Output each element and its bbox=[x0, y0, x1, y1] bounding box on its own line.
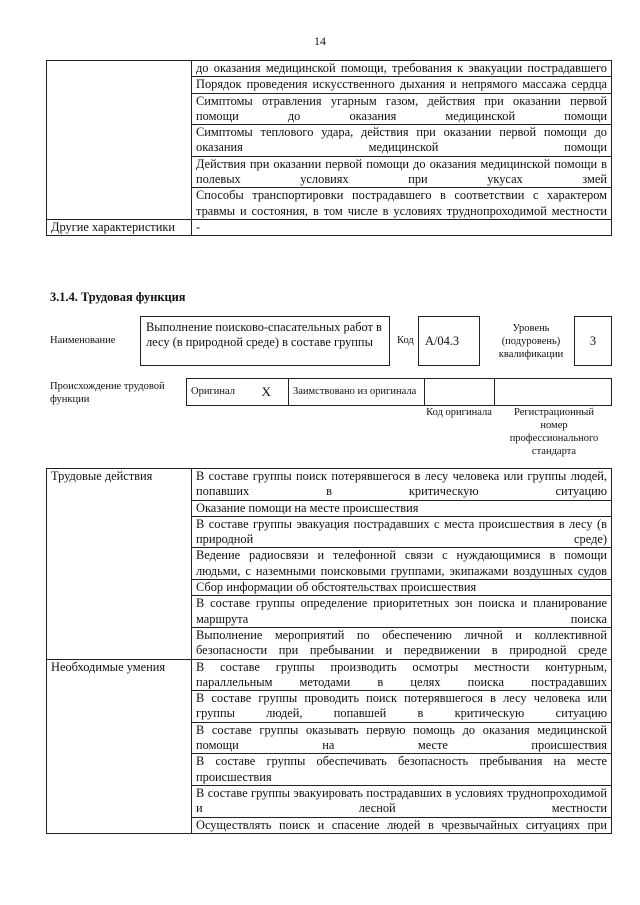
table-cell: Сбор информации об обстоятельствах происшествия bbox=[192, 580, 612, 596]
level-label: Уровень (подуровень) квалификации bbox=[498, 323, 564, 360]
table-row bbox=[47, 219, 612, 235]
origin-row bbox=[186, 378, 612, 406]
page-number: 14 bbox=[314, 34, 326, 48]
table-row bbox=[47, 659, 612, 691]
table-cell: В составе группы обеспечивать безопасность пребывания на месте происшествия bbox=[192, 754, 612, 786]
table-row bbox=[47, 469, 612, 501]
knowledge-table bbox=[46, 60, 612, 236]
code-original-caption: Код оригинала bbox=[426, 407, 492, 418]
table-cell-empty bbox=[47, 61, 192, 220]
group-label-skills: Необходимые умения bbox=[47, 659, 192, 833]
table-cell: до оказания медицинской помощи, требования к эвакуации пострадавшего bbox=[192, 61, 612, 77]
table-cell: В составе группы оказывать первую помощь до оказания медицинской помощи на месте происшествия bbox=[192, 722, 612, 754]
original-label: Оригинал bbox=[187, 379, 245, 406]
code-original-cell bbox=[425, 379, 495, 406]
table-cell: В составе группы эвакуировать пострадавших в условиях труднопроходимой и лесной местности bbox=[192, 785, 612, 817]
table-cell: В составе группы проводить поиск потерявшегося в лесу человека или группы людей, попавшей в критическую ситуацию bbox=[192, 691, 612, 723]
section-title: 3.1.4. Трудовая функция bbox=[50, 290, 186, 304]
table-cell: Способы транспортировки пострадавшего в соответствии с характером травмы и состояния, в том числе в условиях труднопроходимой местности bbox=[192, 188, 612, 220]
code-box bbox=[418, 316, 480, 366]
table-cell: Действия при оказании первой помощи до оказания медицинской помощи в полевых условиях при укусах змей bbox=[192, 156, 612, 188]
reg-number-cell bbox=[495, 379, 612, 406]
original-mark: X bbox=[245, 379, 289, 406]
table-cell: В составе группы поиск потерявшегося в лесу человека или группы людей, попавших в критическую ситуацию bbox=[192, 469, 612, 501]
function-name: Выполнение поисково-спасательных работ в лесу (в природной среде) в составе группы bbox=[146, 320, 382, 349]
table-cell: Оказание помощи на месте происшествия bbox=[192, 500, 612, 516]
group-label-actions: Трудовые действия bbox=[47, 469, 192, 660]
function-name-box bbox=[140, 316, 390, 366]
table-cell: Ведение радиосвязи и телефонной связи с нуждающимися в помощи людьми, с наземными поисковыми группами, экипажами воздушных судов bbox=[192, 548, 612, 580]
name-label: Наименование bbox=[50, 335, 116, 346]
row-label-other: Другие характеристики bbox=[47, 219, 192, 235]
table-cell: Симптомы теплового удара, действия при оказании первой помощи до оказания медицинской помощи bbox=[192, 125, 612, 157]
actions-skills-table bbox=[46, 468, 612, 834]
table-cell: Выполнение мероприятий по обеспечению личной и коллективной безопасности при пребывании и передвижении в природной среде bbox=[192, 627, 612, 659]
table-cell: В составе группы эвакуация пострадавших с места происшествия в лесу (в природной среде) bbox=[192, 516, 612, 548]
origin-label: Происхождение трудовой функции bbox=[50, 381, 165, 405]
table-cell: Порядок проведения искусственного дыхания и непрямого массажа сердца bbox=[192, 77, 612, 93]
code-label: Код bbox=[397, 335, 414, 346]
table-cell: Симптомы отравления угарным газом, действия при оказании первой помощи до оказания медицинской помощи bbox=[192, 93, 612, 125]
code-value: A/04.3 bbox=[425, 333, 460, 348]
table-cell: В составе группы определение приоритетных зон поиска и планирование маршрута поиска bbox=[192, 596, 612, 628]
level-value: 3 bbox=[589, 333, 597, 348]
reg-number-caption: Регистрационный номер профессионального стандарта bbox=[509, 407, 599, 457]
table-cell: В составе группы производить осмотры местности контурным, параллельным методами в целях поиска пострадавших bbox=[192, 659, 612, 691]
table-cell: - bbox=[192, 219, 612, 235]
table-cell: Осуществлять поиск и спасение людей в чрезвычайных ситуациях при bbox=[192, 817, 612, 833]
table-row bbox=[47, 61, 612, 77]
level-box bbox=[574, 316, 612, 366]
borrowed-label: Заимствовано из оригинала bbox=[289, 379, 425, 406]
